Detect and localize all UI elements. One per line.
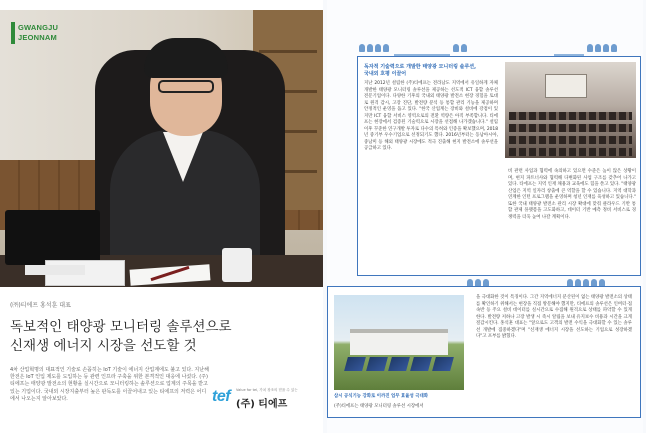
company-name: (주) 티에프 [236, 399, 288, 410]
photo-building [350, 329, 448, 355]
logo-line2: JEONNAM [18, 33, 57, 42]
top-section-heading: 독자적 기술력으로 개발한 태양광 모니터링 솔루션, [364, 64, 477, 70]
seminar-screen [545, 74, 587, 98]
ceo-photo [0, 10, 323, 287]
headline-line1: 독보적인 태양광 모니터링 솔루션으로 [10, 319, 232, 335]
photo-glasses [158, 80, 214, 93]
photo-caption: (㈜)티에프 홍석훈 대표 [10, 302, 71, 309]
photo-mug [222, 248, 252, 282]
logo-bar-icon [11, 22, 15, 44]
article-box-bottom [327, 286, 641, 418]
article-box-top [357, 56, 641, 276]
deco-droplets-top-left [359, 44, 469, 54]
company-logo [236, 388, 324, 410]
headline-line2: 신재생 에너지 시장을 선도할 것 [10, 338, 197, 354]
solar-panel-photo [334, 295, 464, 390]
top-section-subheading: 국내외 호평 이끌어 [364, 71, 407, 77]
deco-droplets-top-right [551, 44, 619, 54]
seminar-photo [505, 62, 636, 158]
column-a-text: 지난 2012년 설립한 (주)티에프는 전라남도 지역에서 유일하게 자체개발한 태양광 모니터링 솔루션을 제공하는 선도적 ICT 융합 솔루션 전문기업이다. 다양한 기후의 국내외 태양광 발전소 현장 경험을 토대로 원격 감시, 고장 진단, 발전량 분석 등 통합 관리 기능을 제공하며 안정적인 운영을 돕고 있다. "한국 산업계는 장비와 설비에 강점이 있지만 ICT 융합 서비스 영역으로의 전환 역량은 아직 부족합니다. 티에프는 현장에서 검증된 기술력으로 시장을 선점해 나가겠습니다." 설립 이후 꾸준한 연구개발 투자로 다수의 특허와 인증을 확보했으며, 2018년 중기부 우수기업으로 선정되기도 했다. 2016년부터는 동남아시아, 중남미 등 해외 태양광 시장에도 적극 진출해 현지 발전소에 솔루션을 공급하고 있다. [364, 81, 499, 151]
tef-logo: tef [212, 388, 231, 405]
bottom-caption-text: (주)티에프는 태양광 모니터링 솔루션 시장에서 [334, 404, 424, 409]
photo-hair [144, 38, 228, 78]
photo-keyboard [25, 265, 85, 275]
bottom-photo-caption: 삼시 공식기능 강화로 이까진 업무 효율성 극대화 [334, 394, 429, 399]
photo-monitor [5, 210, 100, 265]
article-headline [10, 318, 310, 356]
company-slogan: Value for tel, 가치 창조의 믿을 수 있는 [236, 388, 298, 392]
logo-line1: GWANGJU [18, 23, 59, 32]
column-b-text: 비 관련 사업과 협력에 속의하고 있으면 수준은 높이 않은 상황이며, 현지 파트너사와 협력해 다변화된 사업 구조를 갖추어 나가고 있다. 티에프는 지역 인재 채용과 교육에도 힘을 쏟고 있다. "태양광 산업은 지역 일자리 창출에 큰 역할을 할 수 있습니다. 지역 대학과 연계한 인턴 프로그램을 운영하며 청년 인재를 육성하고 있습니다." 또한 국내 태양광 발전소 관리 시장 확대에 맞춰 클라우드 기반 통합 관제 플랫폼을 고도화하고, 데이터 기반 예측 정비 서비스로 경쟁력을 더욱 높여 나갈 계획이다. [508, 169, 636, 220]
article-intro: 4차 산업혁명의 대표적인 기술로 손꼽히는 IoT 기술이 에너지 산업계에도 불고 있다. 지난해 한전은 IoT 인입 제도를 도입하는 등 관련 인프라 구축을 위한 본격적인 대응에 나섰다. (주)티에프는 태양광 발전소의 현황을 실시간으로 모니터링하는 솔루션으로 업계의 주목을 받고 있는 기업이다. 국내외 시장지출부터 높은 판독도를 이끌어내고 있는 티에프의 저력은 어디에서 나오는지 알아보았다. [10, 367, 209, 402]
right-page [323, 0, 646, 433]
column-c-text: 을 극대화한 것이 특징이다. 그간 지역에너지 분산된이 없는 태양광 발전소의 상태를 확인하기 위해서는 현장을 직접 방문해야 했지만, 티에프의 솔루션은 인버터·접속반 등 주요 설비 데이터를 실시간으로 수집해 원격으로 상태를 파악할 수 있게 한다. 발전량 저하나 고장 발생 시 즉시 알림을 보내 유지보수 비용과 시간을 크게 절감시킨다. 홍석훈 대표는 "앞으로도 고객의 발전 수익을 극대화할 수 있는 솔루션 개발에 집중하겠다"며 "신재생 에너지 시장을 선도하는 기업으로 성장하겠다"고 포부를 밝혔다. [476, 295, 632, 339]
